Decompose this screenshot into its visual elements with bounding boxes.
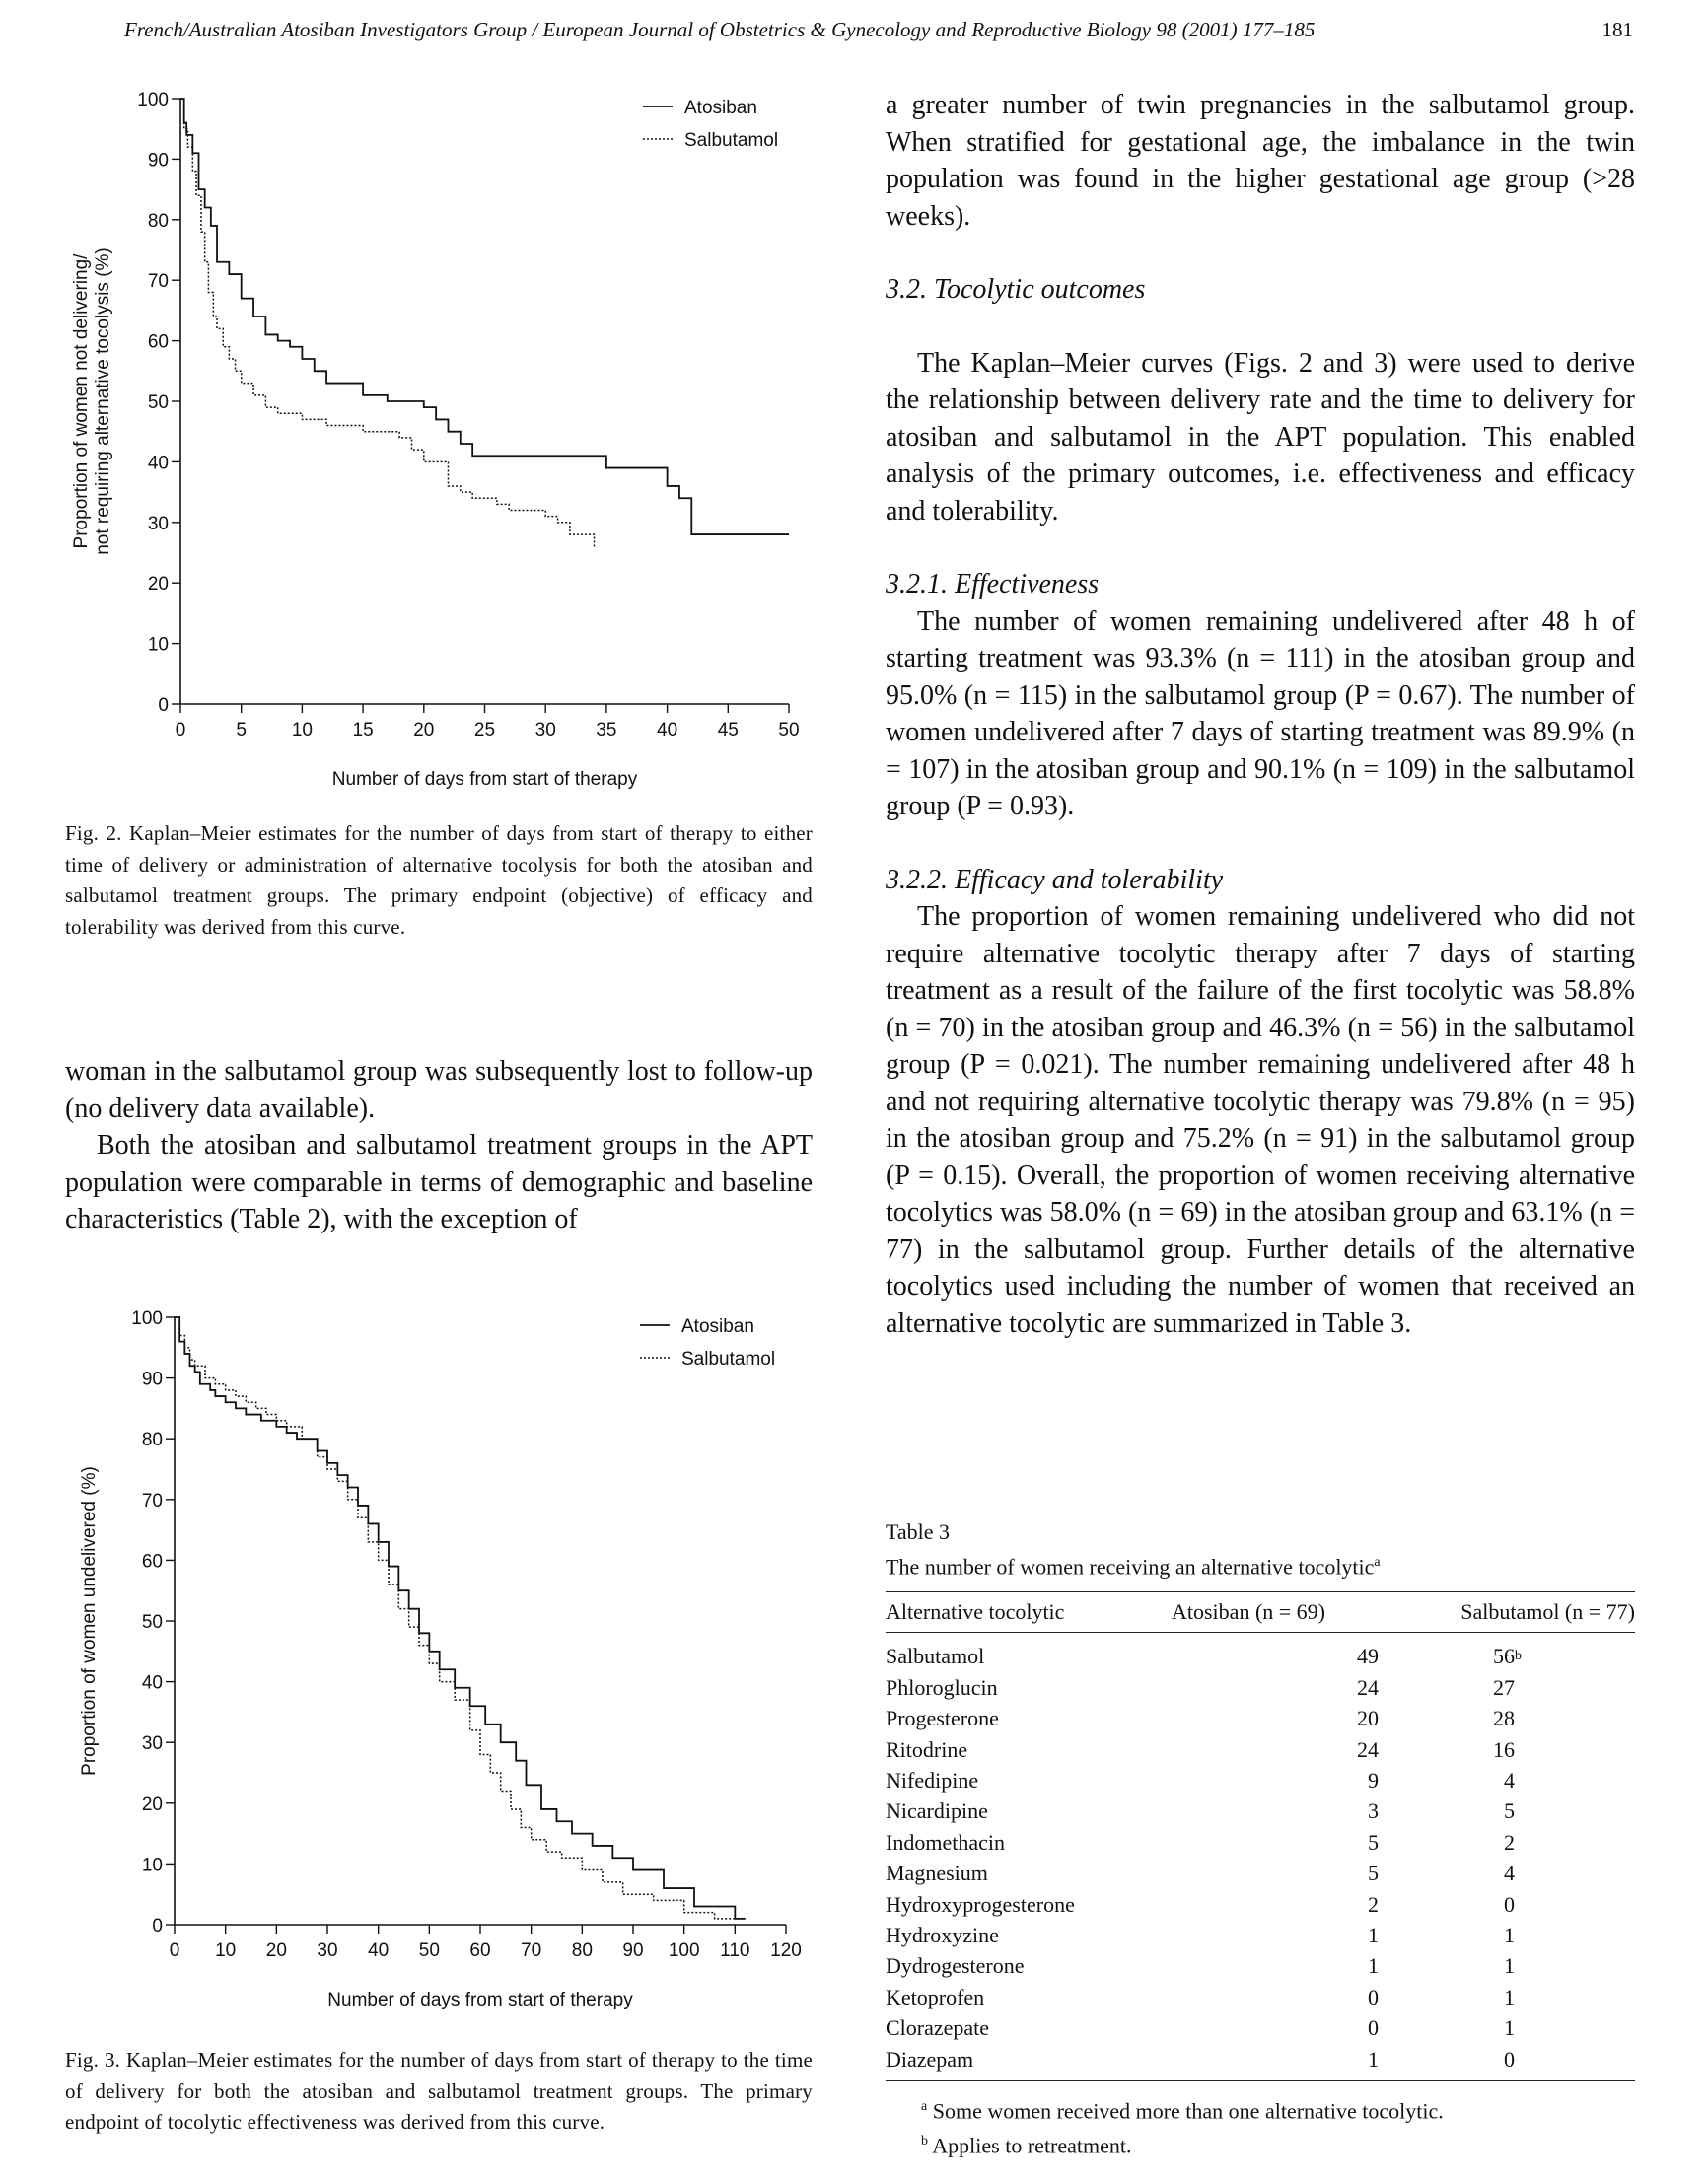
salbutamol-count: 2 bbox=[1504, 1829, 1515, 1855]
y-tick-label: 0 bbox=[158, 695, 169, 716]
right-column-text bbox=[886, 87, 1635, 1342]
legend-label: Salbutamol bbox=[681, 1349, 776, 1370]
salbutamol-count: 56 b bbox=[1388, 1633, 1635, 1672]
x-tick-label: 50 bbox=[778, 720, 800, 740]
salbutamol-count: 4 bbox=[1504, 1861, 1515, 1886]
x-tick-label: 90 bbox=[622, 1940, 644, 1961]
y-tick-label: 90 bbox=[147, 150, 169, 172]
atosiban-count: 0 bbox=[1368, 2015, 1379, 2041]
y-tick-label: 80 bbox=[141, 1430, 163, 1451]
x-tick-label: 70 bbox=[521, 1940, 542, 1961]
y-tick-label: 70 bbox=[141, 1490, 163, 1512]
y-tick-label: 90 bbox=[141, 1369, 163, 1390]
subsection-heading: 3.2.1. Effectiveness bbox=[886, 569, 1100, 599]
atosiban-count: 2 bbox=[1368, 1891, 1379, 1917]
atosiban-count: 24 bbox=[1357, 1736, 1379, 1762]
x-tick-label: 0 bbox=[169, 1940, 180, 1961]
y-tick-label: 30 bbox=[141, 1733, 163, 1755]
x-tick-label: 20 bbox=[413, 720, 435, 740]
salbutamol-count: 0 bbox=[1504, 2046, 1515, 2072]
tocolytic-name: Phloroglucin bbox=[886, 1674, 998, 1700]
running-title: French/Australian Atosiban Investigators Group / European Journal of Obstetrics & Gynecology and Reproductive Biology 98 (2001) 177–185 bbox=[124, 18, 1316, 41]
salbutamol-count: 1 bbox=[1504, 1984, 1515, 2009]
section-heading: 3.2. Tocolytic outcomes bbox=[886, 274, 1146, 305]
x-tick-label: 5 bbox=[236, 720, 247, 740]
table-row bbox=[886, 1950, 1635, 1981]
tocolytic-name: Ketoprofen bbox=[886, 1984, 985, 2009]
atosiban-count: 1 bbox=[1368, 2046, 1379, 2072]
y-axis-label: Proportion of women not delivering/ bbox=[71, 253, 92, 549]
atosiban-count: 20 bbox=[1357, 1706, 1379, 1731]
x-tick-label: 40 bbox=[368, 1940, 390, 1961]
x-tick-label: 50 bbox=[418, 1940, 440, 1961]
table-row bbox=[886, 1858, 1635, 1888]
tocolytic-name: Dydrogesterone bbox=[886, 1953, 1025, 1979]
tocolytic-name: Nifedipine bbox=[886, 1767, 979, 1793]
atosiban-count: 9 bbox=[1368, 1767, 1379, 1793]
table-row bbox=[886, 1703, 1635, 1733]
atosiban-count: 24 bbox=[1357, 1674, 1379, 1700]
table-row bbox=[886, 1672, 1635, 1703]
tocolytic-name: Nicardipine bbox=[886, 1798, 988, 1824]
tocolytic-name: Progesterone bbox=[886, 1706, 999, 1731]
column-header: Alternative tocolytic bbox=[886, 1599, 1065, 1625]
figure-3-caption: Fig. 3. Kaplan–Meier estimates for the number of days from start of therapy to the time of delivery for both the atosiban and salbutamol treatment groups. The primary endpoint of tocolytic effectiveness was derived from this curve. bbox=[65, 2048, 813, 2134]
salbutamol-count: 28 bbox=[1493, 1706, 1515, 1731]
table-row bbox=[886, 1633, 1635, 1672]
tocolytic-name: Ritodrine bbox=[886, 1736, 968, 1762]
table-3 bbox=[886, 1516, 1635, 2161]
tocolytic-name: Indomethacin bbox=[886, 1829, 1005, 1855]
table-label: Table 3 bbox=[886, 1519, 951, 1544]
subsection-heading: 3.2.2. Efficacy and tolerability bbox=[886, 864, 1224, 895]
legend-label: Atosiban bbox=[681, 1316, 754, 1337]
paragraph: The Kaplan–Meier curves (Figs. 2 and 3) were used to derive the relationship between delivery rate and the time to delivery for atosiban and salbutamol in the APT population. This enabled analysis of the primary outcomes, i.e. effectiveness and efficacy and tolerability. bbox=[886, 347, 1635, 527]
tocolytic-name: Clorazepate bbox=[886, 2015, 990, 2041]
table-row bbox=[886, 1827, 1635, 1858]
y-tick-label: 20 bbox=[141, 1794, 163, 1815]
y-tick-label: 50 bbox=[141, 1612, 163, 1633]
x-tick-label: 20 bbox=[265, 1940, 287, 1961]
y-tick-label: 70 bbox=[147, 271, 169, 293]
x-tick-label: 15 bbox=[352, 720, 374, 740]
left-column-text bbox=[65, 1053, 813, 1238]
atosiban-count: 0 bbox=[1368, 1984, 1379, 2009]
x-tick-label: 30 bbox=[317, 1940, 338, 1961]
table-row bbox=[886, 1734, 1635, 1765]
table-row bbox=[886, 2012, 1635, 2043]
x-axis-label: Number of days from start of therapy bbox=[327, 1990, 633, 2010]
y-axis-label: not requiring alternative tocolysis (%) bbox=[93, 247, 113, 555]
y-tick-label: 0 bbox=[152, 1916, 163, 1937]
x-axis-label: Number of days from start of therapy bbox=[331, 769, 638, 790]
salbutamol-count: 0 bbox=[1504, 1891, 1515, 1917]
table-row bbox=[886, 1889, 1635, 1920]
x-tick-label: 40 bbox=[657, 720, 678, 740]
x-tick-label: 110 bbox=[720, 1940, 750, 1961]
table-row bbox=[886, 1765, 1635, 1796]
y-tick-label: 30 bbox=[147, 513, 169, 534]
footnote-mark: a bbox=[1374, 1555, 1381, 1570]
salbutamol-count: 5 bbox=[1504, 1798, 1515, 1824]
y-tick-label: 10 bbox=[141, 1855, 163, 1876]
table-row bbox=[886, 1920, 1635, 1950]
x-tick-label: 45 bbox=[717, 720, 739, 740]
salbutamol-count: 27 bbox=[1493, 1674, 1515, 1700]
y-tick-label: 40 bbox=[147, 453, 169, 474]
tocolytic-name: Salbutamol bbox=[886, 1644, 985, 1669]
tocolytic-name: Magnesium bbox=[886, 1861, 988, 1886]
footnote: $^b$ Applies to retreatment. bbox=[921, 2133, 1132, 2158]
x-tick-label: 120 bbox=[770, 1940, 802, 1961]
tocolytic-name: Hydroxyprogesterone bbox=[886, 1891, 1075, 1917]
y-tick-label: 60 bbox=[147, 331, 169, 353]
paragraph: The proportion of women remaining undelivered who did not require alternative tocolytic therapy after 7 days of starting treatment as a result of the failure of the first tocolytic was 58.8% (n = 70) in the atosiban group and 46.3% (n = 56) in the salbutamol group (P = 0.021). The number remaining undelivered after 48 h and not requiring alternative tocolytic therapy was 79.8% (n = 95) in the atosiban group and 75.2% (n = 91) in the salbutamol group (P = 0.15). Overall, the proportion of women receiving alternative tocolytics was 58.0% (n = 69) in the atosiban group and 63.1% (n = 77) in the salbutamol group. Further details of the alternative tocolytics used including the number of women that received an alternative tocolytic are summarized in Table 3. bbox=[886, 901, 1635, 1339]
salbutamol-count: 1 bbox=[1504, 1922, 1515, 1947]
salbutamol-count: 4 bbox=[1504, 1767, 1515, 1793]
x-tick-label: 60 bbox=[469, 1940, 491, 1961]
tocolytic-name: Hydroxyzine bbox=[886, 1922, 999, 1947]
footnote-mark: b bbox=[1515, 1649, 1522, 1664]
tocolytic-name: Diazepam bbox=[886, 2046, 974, 2072]
atosiban-count: 5 bbox=[1368, 1861, 1379, 1886]
atosiban-count: 3 bbox=[1368, 1798, 1379, 1824]
y-tick-label: 100 bbox=[137, 90, 169, 110]
y-tick-label: 60 bbox=[141, 1551, 163, 1573]
legend-label: Atosiban bbox=[684, 98, 757, 118]
salbutamol-count: 16 bbox=[1493, 1736, 1515, 1762]
paragraph: Both the atosiban and salbutamol treatment groups in the APT population were comparable in terms of demographic and baseline characteristics (Table 2), with the exception of bbox=[65, 1130, 813, 1234]
legend-label: Salbutamol bbox=[684, 130, 779, 151]
salbutamol-count: 1 bbox=[1504, 1953, 1515, 1979]
km-curve-salbutamol bbox=[175, 1317, 746, 1919]
page-number: 181 bbox=[1601, 18, 1633, 41]
x-tick-label: 35 bbox=[596, 720, 617, 740]
km-curve-atosiban bbox=[180, 99, 789, 534]
running-header bbox=[124, 18, 1633, 42]
table-3-grid bbox=[886, 1591, 1635, 2081]
paragraph: The number of women remaining undelivered after 48 h of starting treatment was 93.3% (n = 111) in the atosiban group and 95.0% (n = 115) in the salbutamol group (P = 0.67). The number of women undelivered after 7 days of starting treatment was 89.9% (n = 107) in the atosiban group and 90.1% (n = 109) in the salbutamol group (P = 0.93). bbox=[886, 605, 1635, 821]
km-curve-salbutamol bbox=[180, 99, 595, 546]
atosiban-count: 1 bbox=[1368, 1922, 1379, 1947]
y-tick-label: 20 bbox=[147, 574, 169, 596]
column-header: Salbutamol (n = 77) bbox=[1460, 1599, 1635, 1625]
figure-2-chart bbox=[65, 81, 815, 810]
x-tick-label: 80 bbox=[571, 1940, 593, 1961]
atosiban-count: 5 bbox=[1368, 1829, 1379, 1855]
x-tick-label: 0 bbox=[175, 720, 186, 740]
y-tick-label: 80 bbox=[147, 210, 169, 232]
y-axis-label: Proportion of women undelivered (%) bbox=[79, 1466, 100, 1776]
km-curve-atosiban bbox=[175, 1317, 746, 1919]
x-tick-label: 30 bbox=[534, 720, 556, 740]
x-tick-label: 10 bbox=[291, 720, 313, 740]
x-tick-label: 100 bbox=[668, 1940, 700, 1961]
salbutamol-count: 1 bbox=[1504, 2015, 1515, 2041]
atosiban-count: 49 bbox=[1357, 1644, 1379, 1669]
figure-3-chart bbox=[65, 1300, 815, 2029]
table-row bbox=[886, 1982, 1635, 2012]
table-row bbox=[886, 1796, 1635, 1826]
table-footnotes bbox=[886, 2091, 1635, 2161]
table-header-row bbox=[886, 1592, 1635, 1633]
table-title: The number of women receiving an alternative tocolytic$^a$ bbox=[886, 1554, 1381, 1580]
footnote: $^a$ Some women received more than one alternative tocolytic. bbox=[921, 2098, 1444, 2124]
y-tick-label: 40 bbox=[141, 1672, 163, 1694]
atosiban-count: 1 bbox=[1368, 1953, 1379, 1979]
table-row bbox=[886, 2044, 1635, 2081]
y-tick-label: 50 bbox=[147, 392, 169, 413]
paragraph: woman in the salbutamol group was subsequently lost to follow-up (no delivery data available). bbox=[65, 1056, 813, 1124]
figure-2-caption: Fig. 2. Kaplan–Meier estimates for the number of days from start of therapy to either time of delivery or administration of alternative tocolysis for both the atosiban and salbutamol treatment groups. The primary endpoint (objective) of efficacy and tolerability was derived from this curve. bbox=[65, 821, 813, 939]
x-tick-label: 25 bbox=[473, 720, 496, 740]
y-tick-label: 100 bbox=[131, 1308, 163, 1329]
column-header: Atosiban (n = 69) bbox=[1172, 1599, 1325, 1625]
paragraph: a greater number of twin pregnancies in the salbutamol group. When stratified for gestational age, the imbalance in the twin population was found in the higher gestational age group (>28 weeks). bbox=[886, 90, 1635, 232]
y-tick-label: 10 bbox=[147, 634, 169, 656]
x-tick-label: 10 bbox=[215, 1940, 237, 1961]
